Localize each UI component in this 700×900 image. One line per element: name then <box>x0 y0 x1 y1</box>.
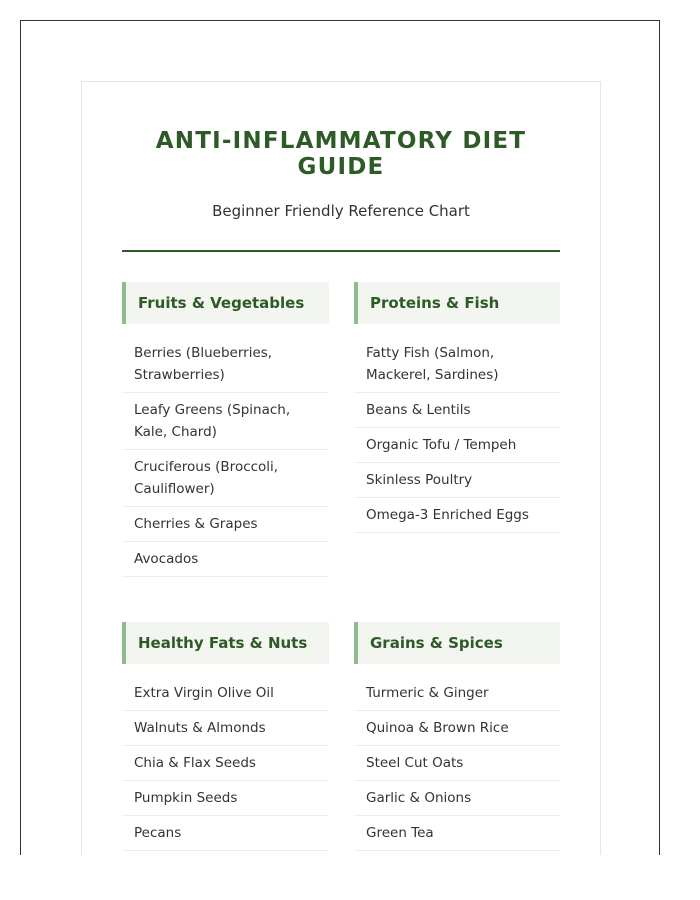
page-title: ANTI-INFLAMMATORY DIET GUIDE <box>155 128 527 180</box>
food-list <box>122 676 329 851</box>
list-item: Omega-3 Enriched Eggs <box>354 498 560 533</box>
food-list <box>122 336 329 577</box>
section-heading: Fruits & Vegetables <box>122 282 329 324</box>
section-heading: Healthy Fats & Nuts <box>122 622 329 664</box>
list-item: Extra Virgin Olive Oil <box>122 676 329 711</box>
list-item: Pumpkin Seeds <box>122 781 329 816</box>
section-healthy-fats-nuts <box>122 622 329 851</box>
list-item: Beans & Lentils <box>354 393 560 428</box>
list-item: Berries (Blueberries, Strawberries) <box>122 336 329 393</box>
list-item: Leafy Greens (Spinach, Kale, Chard) <box>122 393 329 450</box>
section-heading: Grains & Spices <box>354 622 560 664</box>
list-item: Avocados <box>122 542 329 577</box>
page-frame <box>20 20 660 855</box>
section-fruits-vegetables <box>122 282 329 577</box>
list-item: Walnuts & Almonds <box>122 711 329 746</box>
list-item: Steel Cut Oats <box>354 746 560 781</box>
divider <box>122 250 560 252</box>
list-item: Green Tea <box>354 816 560 851</box>
list-item: Garlic & Onions <box>354 781 560 816</box>
list-item: Skinless Poultry <box>354 463 560 498</box>
food-list <box>354 336 560 533</box>
list-item: Cherries & Grapes <box>122 507 329 542</box>
guide-card <box>81 81 601 855</box>
food-list <box>354 676 560 851</box>
section-heading: Proteins & Fish <box>354 282 560 324</box>
list-item: Pecans <box>122 816 329 851</box>
list-item: Quinoa & Brown Rice <box>354 711 560 746</box>
list-item: Turmeric & Ginger <box>354 676 560 711</box>
page-subtitle: Beginner Friendly Reference Chart <box>212 202 470 220</box>
list-item: Cruciferous (Broccoli, Cauliflower) <box>122 450 329 507</box>
list-item: Fatty Fish (Salmon, Mackerel, Sardines) <box>354 336 560 393</box>
list-item: Chia & Flax Seeds <box>122 746 329 781</box>
sections-grid <box>122 282 560 851</box>
section-grains-spices <box>354 622 560 851</box>
list-item: Organic Tofu / Tempeh <box>354 428 560 463</box>
section-proteins-fish <box>354 282 560 577</box>
